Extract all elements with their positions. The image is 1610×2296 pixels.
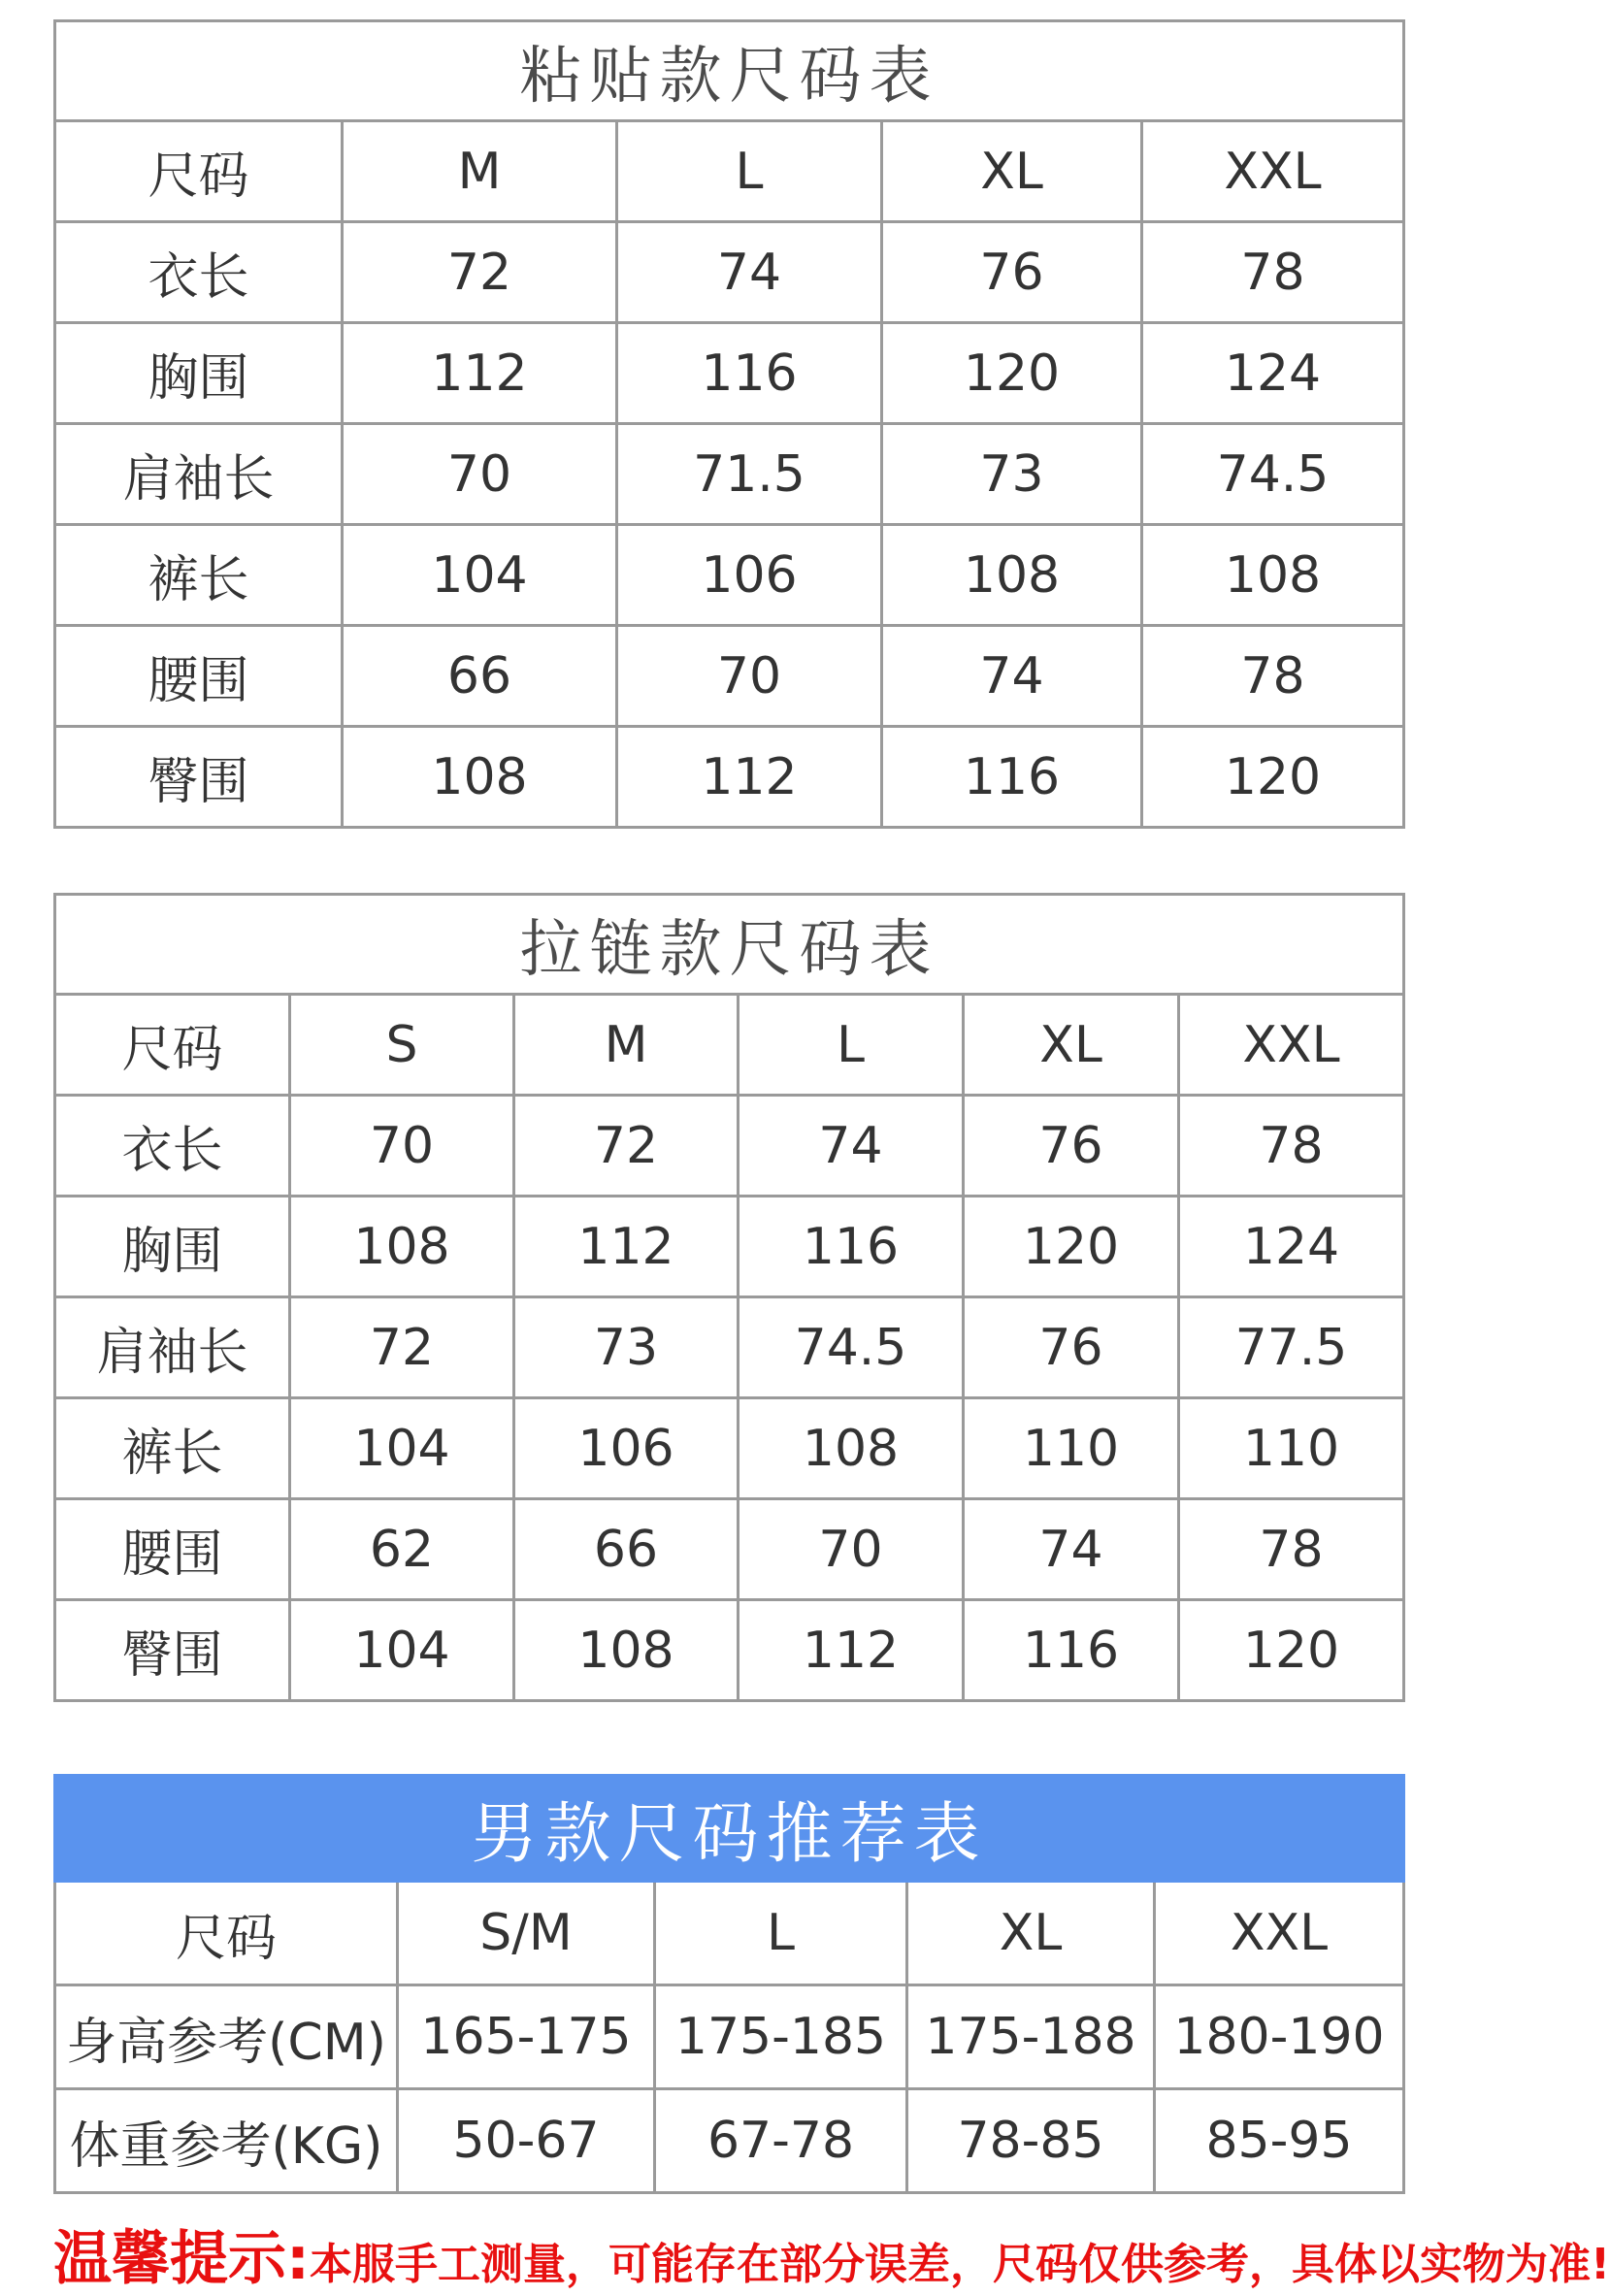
table-cell: 116 bbox=[882, 727, 1142, 828]
table-row bbox=[55, 1197, 1404, 1297]
table-cell: 76 bbox=[964, 1096, 1179, 1197]
table-header-row bbox=[55, 995, 1404, 1096]
table-cell: 112 bbox=[343, 323, 617, 424]
table-cell: 110 bbox=[1179, 1398, 1404, 1499]
row-label: 臀围 bbox=[55, 727, 343, 828]
table-cell: 70 bbox=[617, 626, 882, 727]
table-cell: 66 bbox=[514, 1499, 739, 1600]
table-cell: 165-175 bbox=[398, 1985, 655, 2089]
table-row bbox=[55, 1600, 1404, 1701]
table-row bbox=[55, 626, 1404, 727]
notice-text bbox=[53, 2213, 1610, 2296]
table-cell: 74 bbox=[617, 222, 882, 323]
header-cell: XL bbox=[882, 121, 1142, 222]
table-cell: 124 bbox=[1179, 1197, 1404, 1297]
table-cell: 73 bbox=[514, 1297, 739, 1398]
zipper-size-table bbox=[53, 893, 1405, 1702]
table-cell: 110 bbox=[964, 1398, 1179, 1499]
table-row bbox=[55, 2089, 1404, 2193]
table-cell: 74.5 bbox=[1142, 424, 1404, 525]
table-cell: 120 bbox=[1179, 1600, 1404, 1701]
table-cell: 76 bbox=[964, 1297, 1179, 1398]
table-row bbox=[55, 424, 1404, 525]
row-label: 臀围 bbox=[55, 1600, 290, 1701]
table-cell: 104 bbox=[343, 525, 617, 626]
table-cell: 78 bbox=[1179, 1096, 1404, 1197]
table-cell: 112 bbox=[617, 727, 882, 828]
table-cell: 71.5 bbox=[617, 424, 882, 525]
header-cell: M bbox=[514, 995, 739, 1096]
row-label: 体重参考(KG) bbox=[55, 2089, 398, 2193]
header-cell: XXL bbox=[1142, 121, 1404, 222]
table-title: 男款尺码推荐表 bbox=[55, 1776, 1404, 1882]
row-label: 裤长 bbox=[55, 525, 343, 626]
header-cell: 尺码 bbox=[55, 995, 290, 1096]
table-cell: 72 bbox=[290, 1297, 514, 1398]
table-cell: 78 bbox=[1142, 626, 1404, 727]
row-label: 腰围 bbox=[55, 1499, 290, 1600]
table-cell: 104 bbox=[290, 1398, 514, 1499]
table-row bbox=[55, 525, 1404, 626]
row-label: 衣长 bbox=[55, 1096, 290, 1197]
table-cell: 62 bbox=[290, 1499, 514, 1600]
row-label: 肩袖长 bbox=[55, 424, 343, 525]
header-cell: L bbox=[617, 121, 882, 222]
header-cell: XXL bbox=[1155, 1882, 1404, 1985]
row-label: 身高参考(CM) bbox=[55, 1985, 398, 2089]
table-cell: 108 bbox=[290, 1197, 514, 1297]
table-cell: 108 bbox=[343, 727, 617, 828]
table-cell: 78 bbox=[1142, 222, 1404, 323]
header-cell: XXL bbox=[1179, 995, 1404, 1096]
header-cell: S/M bbox=[398, 1882, 655, 1985]
table-cell: 66 bbox=[343, 626, 617, 727]
header-cell: L bbox=[655, 1882, 907, 1985]
table-cell: 175-185 bbox=[655, 1985, 907, 2089]
table-cell: 73 bbox=[882, 424, 1142, 525]
table-cell: 108 bbox=[1142, 525, 1404, 626]
header-cell: XL bbox=[964, 995, 1179, 1096]
notice-lead: 温馨提示: bbox=[53, 2225, 310, 2293]
table-cell: 175-188 bbox=[907, 1985, 1155, 2089]
row-label: 胸围 bbox=[55, 1197, 290, 1297]
table-cell: 112 bbox=[739, 1600, 964, 1701]
table-cell: 74 bbox=[882, 626, 1142, 727]
table-cell: 120 bbox=[882, 323, 1142, 424]
row-label: 腰围 bbox=[55, 626, 343, 727]
table-cell: 108 bbox=[882, 525, 1142, 626]
table-cell: 76 bbox=[882, 222, 1142, 323]
table-cell: 124 bbox=[1142, 323, 1404, 424]
table-cell: 120 bbox=[964, 1197, 1179, 1297]
table-cell: 116 bbox=[739, 1197, 964, 1297]
row-label: 胸围 bbox=[55, 323, 343, 424]
table-cell: 108 bbox=[739, 1398, 964, 1499]
table-cell: 74 bbox=[739, 1096, 964, 1197]
table-cell: 72 bbox=[514, 1096, 739, 1197]
table-cell: 116 bbox=[964, 1600, 1179, 1701]
table-cell: 112 bbox=[514, 1197, 739, 1297]
table-row bbox=[55, 727, 1404, 828]
row-label: 裤长 bbox=[55, 1398, 290, 1499]
table-title-row bbox=[55, 1776, 1404, 1882]
table-row bbox=[55, 1398, 1404, 1499]
table-cell: 106 bbox=[617, 525, 882, 626]
adhesive-size-table bbox=[53, 19, 1405, 829]
table-cell: 74 bbox=[964, 1499, 1179, 1600]
table-row bbox=[55, 222, 1404, 323]
header-cell: S bbox=[290, 995, 514, 1096]
table-title: 拉链款尺码表 bbox=[55, 895, 1404, 995]
mens-size-recommendation-table bbox=[53, 1774, 1405, 2194]
header-cell: XL bbox=[907, 1882, 1155, 1985]
table-cell: 70 bbox=[290, 1096, 514, 1197]
table-cell: 120 bbox=[1142, 727, 1404, 828]
table-row bbox=[55, 1985, 1404, 2089]
table-row bbox=[55, 1096, 1404, 1197]
header-cell: M bbox=[343, 121, 617, 222]
table-cell: 50-67 bbox=[398, 2089, 655, 2193]
table-cell: 85-95 bbox=[1155, 2089, 1404, 2193]
table-cell: 106 bbox=[514, 1398, 739, 1499]
table-header-row bbox=[55, 1882, 1404, 1985]
header-cell: 尺码 bbox=[55, 1882, 398, 1985]
header-cell: L bbox=[739, 995, 964, 1096]
table-row bbox=[55, 1297, 1404, 1398]
table-cell: 70 bbox=[739, 1499, 964, 1600]
table-cell: 78 bbox=[1179, 1499, 1404, 1600]
table-cell: 72 bbox=[343, 222, 617, 323]
table-cell: 116 bbox=[617, 323, 882, 424]
table-cell: 104 bbox=[290, 1600, 514, 1701]
table-cell: 67-78 bbox=[655, 2089, 907, 2193]
table-cell: 74.5 bbox=[739, 1297, 964, 1398]
header-cell: 尺码 bbox=[55, 121, 343, 222]
row-label: 衣长 bbox=[55, 222, 343, 323]
table-row bbox=[55, 323, 1404, 424]
row-label: 肩袖长 bbox=[55, 1297, 290, 1398]
table-row bbox=[55, 1499, 1404, 1600]
table-cell: 108 bbox=[514, 1600, 739, 1701]
table-title-row bbox=[55, 21, 1404, 121]
table-title: 粘贴款尺码表 bbox=[55, 21, 1404, 121]
table-cell: 77.5 bbox=[1179, 1297, 1404, 1398]
table-title-row bbox=[55, 895, 1404, 995]
table-header-row bbox=[55, 121, 1404, 222]
table-cell: 180-190 bbox=[1155, 1985, 1404, 2089]
table-cell: 78-85 bbox=[907, 2089, 1155, 2193]
table-cell: 70 bbox=[343, 424, 617, 525]
notice-body: 本服手工测量，可能存在部分误差，尺码仅供参考，具体以实物为准! bbox=[310, 2240, 1610, 2289]
